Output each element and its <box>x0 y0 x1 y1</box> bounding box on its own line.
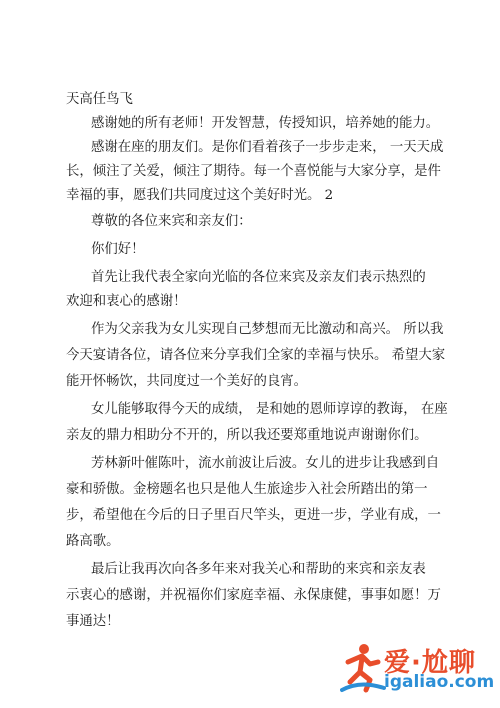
runner-icon <box>340 640 386 696</box>
brand-text: 爱·尬聊 <box>384 648 476 678</box>
text-line: 感谢她的所有老师！开发智慧，传授知识，培养她的能力。 <box>91 116 440 131</box>
text-line: 尊敬的各位来宾和亲友们： <box>91 214 252 229</box>
text-line: 幸福的事，愿我们共同度过这个美好时光。 2 <box>66 188 334 203</box>
text-line: 作为父亲我为女儿实现自己梦想而无比激动和高兴。 所以我 <box>91 322 444 337</box>
text-line: 能开怀畅饮，共同度过一个美好的良宵。 <box>66 374 308 389</box>
text-line: 首先让我代表全家向光临的各位来宾及亲友们表示热烈的 <box>91 270 426 285</box>
text-line: 步，希望他在今后的日子里百尺竿头，更进一步，学业有成，一 <box>66 508 441 523</box>
text-line: 你们好！ <box>91 242 145 257</box>
text-line: 示衷心的感谢，并祝福你们家庭幸福、永保康健，事事如愿！万 <box>66 588 441 603</box>
text-line: 豪和骄傲。金榜题名也只是他人生旅途步入社会所踏出的第一 <box>66 482 428 497</box>
watermark-logo <box>340 640 495 696</box>
text-line: 女儿能够取得今天的成绩， 是和她的恩师谆谆的教诲， 在座 <box>91 402 448 417</box>
text-line: 今天宴请各位，请各位来分享我们全家的幸福与快乐。 希望大家 <box>66 348 446 363</box>
text-line: 天高任鸟飞 <box>66 92 133 107</box>
text-line: 芳林新叶催陈叶，流水前波让后波。女儿的进步让我感到自 <box>91 456 440 471</box>
text-line: 欢迎和衷心的感谢！ <box>66 294 187 309</box>
text-line: 亲友的鼎力相助分不开的，所以我还要郑重地说声谢谢你们。 <box>66 428 428 443</box>
text-line: 感谢在座的朋友们。是你们看着孩子一步步走来， 一天天成 <box>91 140 444 155</box>
brand-url: igaliao.com <box>384 672 495 692</box>
text-line: 事通达！ <box>66 614 120 629</box>
text-line: 长，倾注了关爱，倾注了期待。每一个喜悦能与大家分享，是件 <box>66 164 441 179</box>
text-line: 最后让我再次向各多年来对我关心和帮助的来宾和亲友表 <box>91 562 426 577</box>
text-line: 路高歌。 <box>66 534 120 549</box>
